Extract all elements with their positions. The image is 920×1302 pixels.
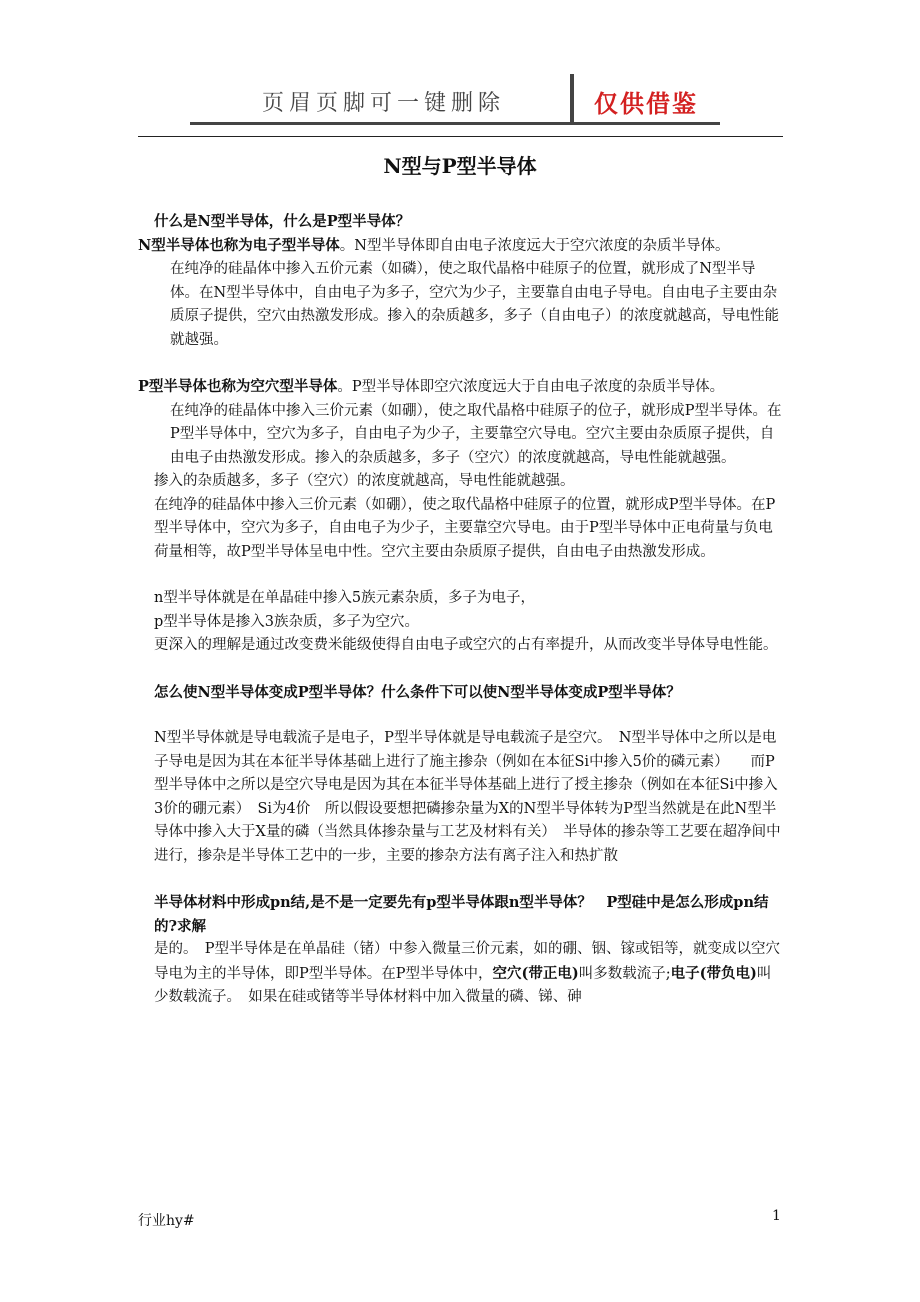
- p-type-paragraph-2: 掺入的杂质越多，多子（空穴）的浓度就越高，导电性能就越强。: [154, 473, 575, 489]
- answer-3-bold-holes: 空穴(带正电): [492, 964, 579, 982]
- deeper-understanding: 更深入的理解是通过改变费米能级使得自由电子或空穴的占有率提升，从而改变半导体导电性能。: [154, 637, 778, 653]
- document-body: [138, 210, 783, 1010]
- n-type-definition-rest: 。N型半导体即自由电子浓度远大于空穴浓度的杂质半导体。: [339, 237, 730, 254]
- p-type-short: p型半导体是掺入3族杂质，多子为空穴。: [154, 613, 420, 630]
- answer-3: [138, 938, 783, 1010]
- header-underline: [190, 122, 720, 125]
- document-title: N型与P型半导体: [383, 154, 537, 178]
- answer-3-bold-electrons: 电子(带负电): [670, 964, 757, 982]
- question-2: 怎么使N型半导体变成P型半导体？什么条件下可以使N型半导体变成P型半导体？: [154, 683, 681, 701]
- answer-2: N型半导体就是导电载流子是电子，P型半导体就是导电载流子是空穴。 N型半导体中之所以是电子导电是因为其在本征半导体基础上进行了施主掺杂（例如在本征Si中掺入5价的磷元素） 而P型半导体中之所以是空穴导电是因为其在本征半导体基础上进行了授主掺杂（例如在本征Si中掺入3价的硼元素） Si为4价 所以假设要想把磷掺杂量为X的N型半导体转为P型当然就是在此N型半导体中掺入大于X量的磷（当然具体掺杂量与工艺及材料有关） 半导体的掺杂等工艺要在超净间中进行，掺杂是半导体工艺中的一步，主要的掺杂方法有离子注入和热扩散: [154, 730, 781, 864]
- page-header-banner: [190, 70, 720, 126]
- n-type-paragraph: 在纯净的硅晶体中掺入五价元素（如磷），使之取代晶格中硅原子的位置，就形成了N型半导体。在N型半导体中，自由电子为多子，空穴为少子，主要靠自由电子导电。自由电子主要由杂质原子提供，空穴由热激发形成。掺入的杂质越多，多子（自由电子）的浓度就越高，导电性能就越强。: [170, 261, 779, 348]
- answer-3-part-2: 叫多数载流子;: [578, 965, 671, 982]
- p-type-definition-rest: 。P型半导体即空穴浓度远大于自由电子浓度的杂质半导体。: [337, 379, 725, 395]
- n-type-definition-bold: N型半导体也称为电子型半导体: [138, 236, 340, 254]
- question-3: 半导体材料中形成pn结,是不是一定要先有p型半导体跟n型半导体？ P型硅中是怎么形成pn结的?求解: [154, 894, 769, 935]
- header-right-text: 仅供借鉴: [594, 90, 698, 118]
- question-1: 什么是N型半导体，什么是P型半导体？: [154, 213, 411, 230]
- n-type-short: n型半导体就是在单晶硅中掺入5族元素杂质，多子为电子，: [154, 590, 536, 606]
- p-type-paragraph-1: 在纯净的硅晶体中掺入三价元素（如硼），使之取代晶格中硅原子的位子，就形成P型半导体。在P型半导体中，空穴为多子，自由电子为少子，主要靠空穴导电。空穴主要由杂质原子提供，自由电子由热激发形成。掺入的杂质越多，多子（空穴）的浓度就越高，导电性能就越强。: [170, 402, 782, 466]
- p-type-paragraph-3: 在纯净的硅晶体中掺入三价元素（如硼），使之取代晶格中硅原子的位置，就形成P型半导体。在P型半导体中，空穴为多子，自由电子为少子，主要靠空穴导电。由于P型半导体中正电荷量与负电荷量相等，故P型半导体呈电中性。空穴主要由杂质原子提供，自由电子由热激发形成。: [154, 496, 776, 560]
- p-type-definition-bold: P型半导体也称为空穴型半导体: [138, 378, 338, 395]
- page-number: 1: [772, 1208, 781, 1224]
- n-type-definition: [138, 234, 783, 259]
- footer-left-text: 行业hy#: [138, 1213, 195, 1229]
- p-type-definition: [138, 375, 783, 400]
- header-divider-bar: [570, 74, 574, 124]
- answer-3-part-3: 叫少数载流子。 如果在硅或锗等半导体材料中加入微量的磷、锑、砷: [154, 965, 772, 1005]
- header-rule: [138, 136, 783, 137]
- answer-3-part-1: 是的。 P型半导体是在单晶硅（锗）中参入微量三价元素，如的硼、铟、镓或铝等，就变成以空穴导电为主的半导体，即P型半导体。在P型半导体中，: [154, 941, 781, 982]
- header-left-text: 页眉页脚可一键删除: [262, 91, 506, 116]
